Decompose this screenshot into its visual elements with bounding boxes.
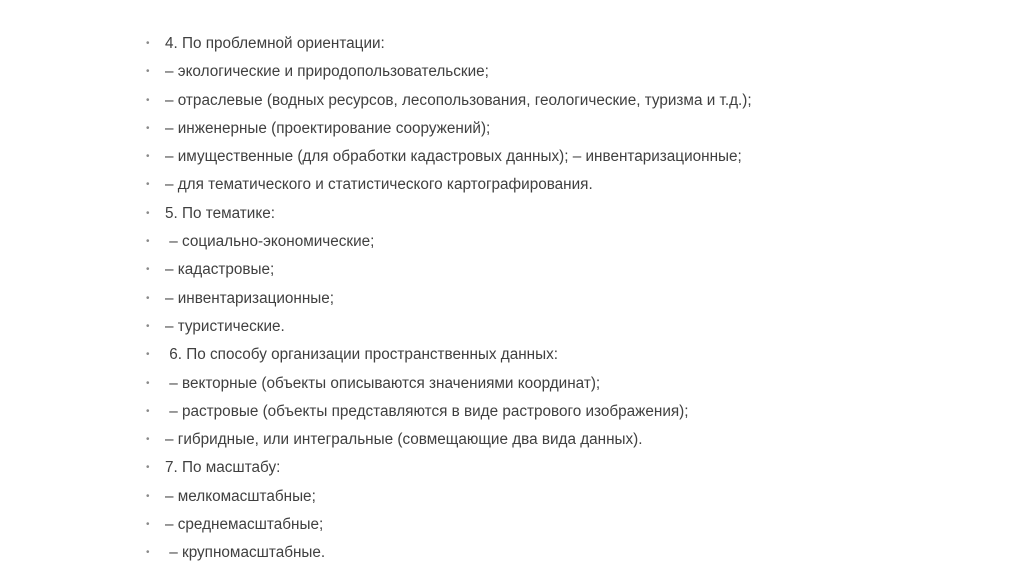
list-item-text: – инвентаризационные; <box>165 289 335 307</box>
list-item-text: 7. По масштабу: <box>165 459 281 477</box>
bullet-list <box>146 30 752 568</box>
bullet-icon: • <box>146 236 150 248</box>
bullet-icon: • <box>146 405 150 417</box>
list-item <box>146 87 752 115</box>
bullet-icon: • <box>146 320 150 332</box>
list-item <box>146 426 752 454</box>
list-item-text: – имущественные (для обработки кадастровых данных); – инвентаризационные; <box>165 148 742 166</box>
list-item-text: – мелкомасштабные; <box>165 487 316 505</box>
bullet-icon: • <box>146 519 150 531</box>
list-item <box>146 511 752 539</box>
list-item <box>146 398 752 426</box>
bullet-icon: • <box>146 264 150 276</box>
list-item <box>146 115 752 143</box>
list-item-text: – кадастровые; <box>165 261 275 279</box>
list-item-text: – среднемасштабные; <box>165 516 324 534</box>
list-item <box>146 370 752 398</box>
list-item <box>146 228 752 256</box>
list-item <box>146 285 752 313</box>
list-item <box>146 483 752 511</box>
list-item <box>146 200 752 228</box>
list-item-text: – крупномасштабные. <box>165 544 326 562</box>
list-item <box>146 341 752 369</box>
list-item-text: – отраслевые (водных ресурсов, лесопользования, геологические, туризма и т.д.); <box>165 91 752 109</box>
bullet-icon: • <box>146 462 150 474</box>
bullet-icon: • <box>146 377 150 389</box>
list-item <box>146 256 752 284</box>
list-item <box>146 30 752 58</box>
list-item <box>146 454 752 482</box>
list-item <box>146 313 752 341</box>
bullet-icon: • <box>146 292 150 304</box>
bullet-icon: • <box>146 122 150 134</box>
list-item-text: – экологические и природопользовательские; <box>165 63 489 81</box>
list-item-text: 4. По проблемной ориентации: <box>165 35 385 52</box>
list-item-text: – социально-экономические; <box>165 233 375 251</box>
list-item-text: – инженерные (проектирование сооружений); <box>165 119 491 137</box>
list-item-text: 6. По способу организации пространственных данных: <box>165 346 559 364</box>
list-item <box>146 171 752 199</box>
list-item-text: – векторные (объекты описываются значениями координат); <box>165 374 601 392</box>
list-item-text: 5. По тематике: <box>165 204 275 222</box>
list-item <box>146 58 752 86</box>
bullet-icon: • <box>146 66 150 78</box>
bullet-icon: • <box>146 38 150 49</box>
list-item <box>146 539 752 567</box>
list-item-text: – гибридные, или интегральные (совмещающие два вида данных). <box>165 431 643 449</box>
bullet-icon: • <box>146 207 150 219</box>
list-item-text: – для тематического и статистического картографирования. <box>165 176 593 194</box>
list-item-text: – туристические. <box>165 317 285 335</box>
bullet-icon: • <box>146 179 150 191</box>
list-item <box>146 143 752 171</box>
bullet-icon: • <box>146 94 150 106</box>
list-item-text: – растровые (объекты представляются в виде растрового изображения); <box>165 402 689 420</box>
bullet-icon: • <box>146 151 150 163</box>
bullet-icon: • <box>146 349 150 361</box>
bullet-icon: • <box>146 547 150 559</box>
bullet-icon: • <box>146 490 150 502</box>
bullet-icon: • <box>146 434 150 446</box>
